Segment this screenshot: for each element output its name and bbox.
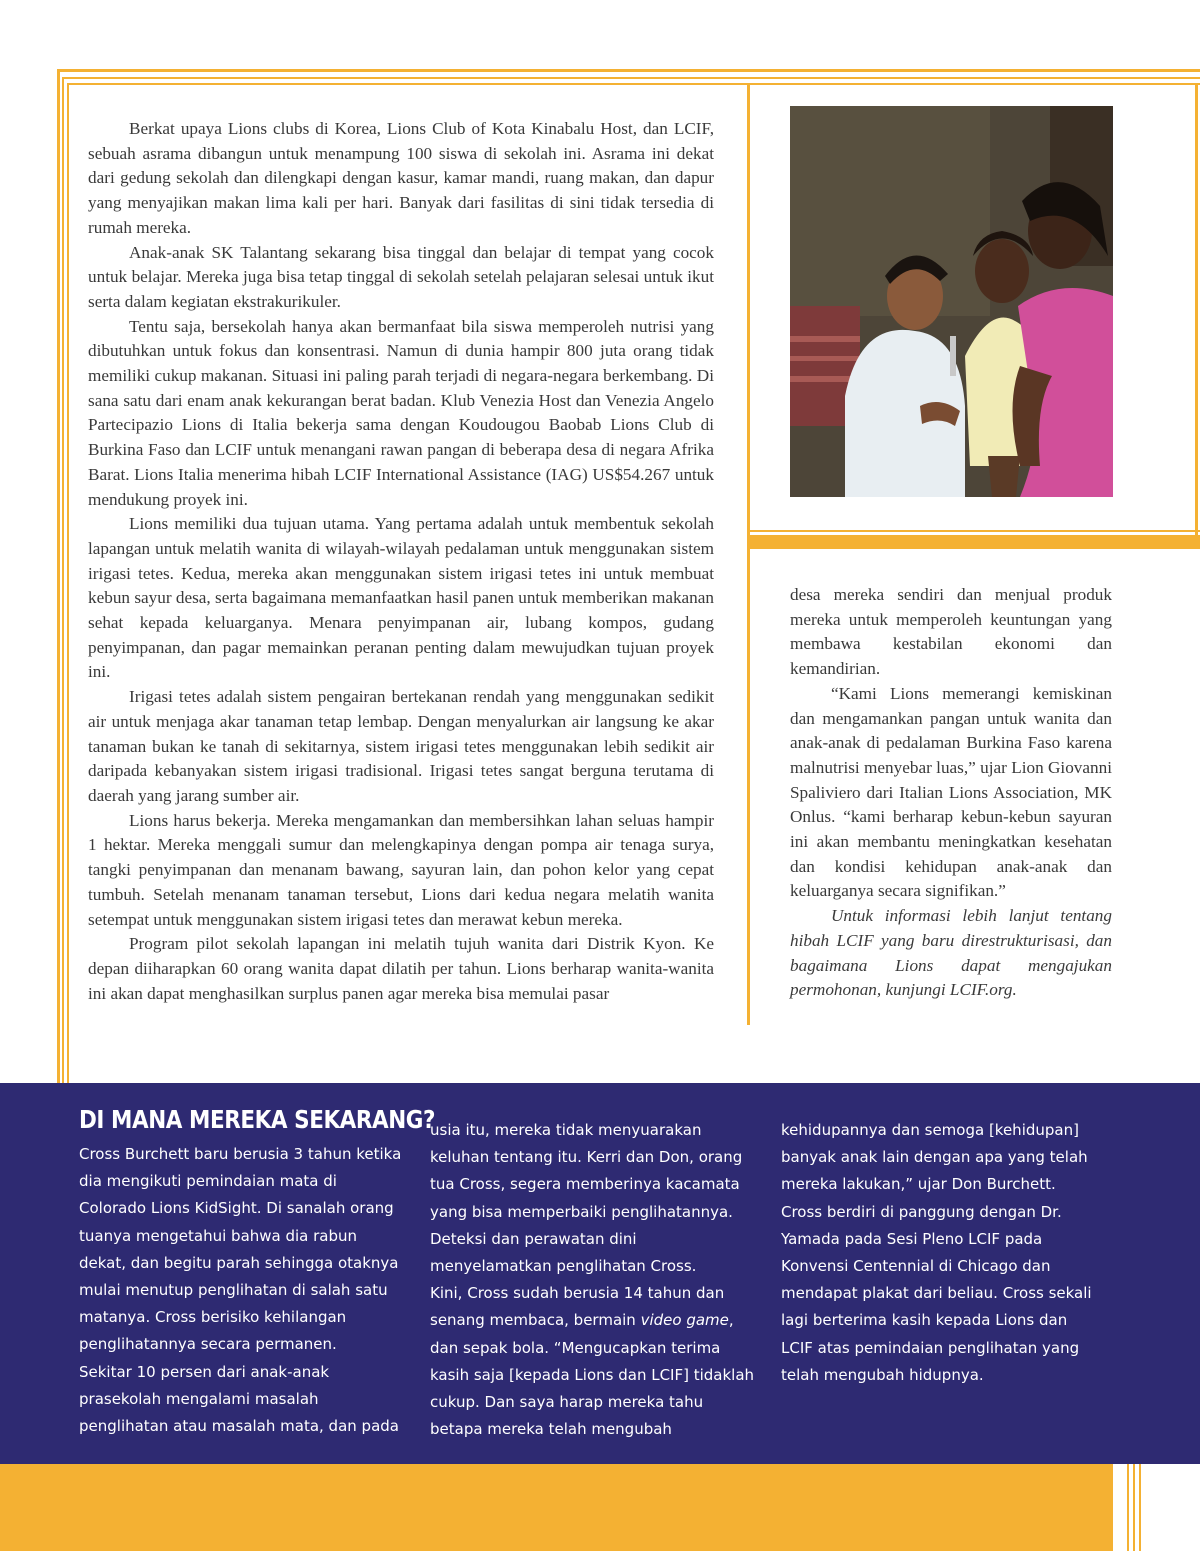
sidebar-text: , dan sepak bola. “Mengucapkan terima kasih saja [kepada Lions dan LCIF] tidaklah cukup. Dan saya harap mereka tahu betapa mereka telah mengubah <box>430 1311 755 1439</box>
sidebar-paragraph: Sekitar 10 persen dari anak-anak prasekolah mengalami masalah penglihatan atau masalah mata, dan pada <box>79 1362 399 1436</box>
sidebar-paragraph: Cross Burchett baru berusia 3 tahun ketika dia mengikuti pemindaian mata di Colorado Lions KidSight. Di sanalah orang tuanya mengetahui bahwa dia rabun dekat, dan begitu parah sehingga otaknya mulai menutup penglihatan di salah satu matanya. Cross berisiko kehilangan penglihatannya secara permanen. <box>79 1145 402 1354</box>
frame-top-line-1 <box>57 69 1200 72</box>
article-paragraph: Lions harus bekerja. Mereka mengamankan dan membersihkan lahan seluas hampir 1 hektar. Mereka menggali sumur dan melengkapinya dengan pompa air tenaga surya, tangki penyimpanan dan menanam bawang, sayuran lain, dan pohon kelor yang cepat tumbuh. Setelah menanam tanaman tersebut, Lions dari kedua negara melatih wanita setempat untuk menggunakan sistem irigasi tetes dan merawat kebun mereka. <box>88 810 714 929</box>
article-paragraph: Berkat upaya Lions clubs di Korea, Lions Club of Kota Kinabalu Host, dan LCIF, sebuah asrama dibangun untuk menampung 100 siswa di sekolah ini. Asrama ini dekat dari gedung sekolah dan dilengkapi dengan kasur, kamar mandi, ruang makan, dan dapur yang menyajikan makan lima kali per hari. Banyak dari fasilitas di sini tidak tersedia di rumah mereka. <box>88 119 714 237</box>
frame-top-line-2 <box>62 77 1200 79</box>
sidebar-paragraph: kehidupannya dan semoga [kehidupan] banyak anak lain dengan apa yang telah mereka lakukan,” ujar Don Burchett. Cross berdiri di panggung dengan Dr. Yamada pada Sesi Pleno LCIF pada Konvensi Centennial di Chicago dan mendapat plakat dari beliau. Cross sekali lagi berterima kasih kepada Lions dan LCIF atas pemindaian penglihatan yang telah mengubah hidupnya. <box>781 1121 1092 1384</box>
column-divider-line <box>747 83 750 1025</box>
article-paragraph: Lions memiliki dua tujuan utama. Yang pertama adalah untuk membentuk sekolah lapangan untuk melatih wanita di wilayah-wilayah pedalaman untuk menggunakan sistem irigasi tetes. Kedua, mereka akan menggunakan sistem irigasi tetes ini untuk membuat kebun sayur desa, serta bagaimana memanfaatkan hasil panen untuk memberikan makanan sehat kepada keluarganya. Menara penyimpanan air, lubang kompos, gudang penyimpanan, dan pagar memainkan peranan penting dalam mewujudkan tujuan proyek ini. <box>88 514 714 682</box>
sidebar-column-2 <box>430 1117 760 1443</box>
article-paragraph: Program pilot sekolah lapangan ini melatih tujuh wanita dari Distrik Kyon. Ke depan diiharapkan 60 orang wanita dapat dilatih per tahun. Lions berharap wanita-wanita ini akan dapat menghasilkan surplus panen agar mereka bisa memulai pasar <box>88 934 714 1003</box>
sidebar-paragraph <box>430 1280 760 1443</box>
frame-top-line-3 <box>67 83 1200 85</box>
frame-left-line-1 <box>57 69 60 1083</box>
right-edge-line-2 <box>1133 1464 1135 1551</box>
photo-panel-bottom-line <box>750 530 1200 532</box>
article-paragraph: desa mereka sendiri dan menjual produk mereka untuk memperoleh keuntungan yang membawa kestabilan ekonomi dan kemandirian. <box>790 585 1112 679</box>
right-edge-line-3 <box>1139 1464 1141 1551</box>
photo-panel-right-edge <box>1195 83 1198 540</box>
sidebar-text: Kini, Cross sudah berusia 14 tahun dan senang membaca, bermain <box>430 1284 725 1330</box>
right-edge-line-1 <box>1127 1464 1129 1551</box>
main-article-column <box>88 117 714 1006</box>
quote-paragraph: “Kami Lions memerangi kemiskinan dan mengamankan pangan untuk wanita dan anak-anak di pedalaman Burkina Faso karena malnutrisi menyebar luas,” ujar Lion Giovanni Spaliviero dari Italian Lions Association, MK Onlus. “kami berharap kebun-kebun sayuran ini akan membantu meningkatkan kesehatan dan kondisi kehidupan anak-anak dan keluarganya secara signifikan.” <box>790 683 1112 901</box>
sidebar-paragraph: usia itu, mereka tidak menyuarakan keluhan tentang itu. Kerri dan Don, orang tua Cross, segera memberinya kacamata yang bisa memperbaiki penglihatannya. Deteksi dan perawatan dini menyelamatkan penglihatan Cross. <box>430 1121 743 1276</box>
article-paragraph: Tentu saja, bersekolah hanya akan bermanfaat bila siswa memperoleh nutrisi yang dibutuhkan untuk fokus dan konsentrasi. Namun di dunia hampir 800 juta orang tidak memiliki cukup makanan. Situasi ini paling parah terjadi di negara-negara berkembang. Di sana satu dari enam anak kekurangan berat badan. Klub Venezia Host dan Venezia Angelo Partecipazio Lions di Italia bekerja sama dengan Koudougou Baobab Lions Club di Burkina Faso dan LCIF untuk menangani rawan pangan di beberapa desa di negara Afrika Barat. Lions Italia menerima hibah LCIF International Assistance (IAG) US$54.267 untuk mendukung proyek ini. <box>88 316 714 509</box>
photo-illustration <box>790 106 1113 497</box>
more-info-paragraph: Untuk informasi lebih lanjut tentang hibah LCIF yang baru direstrukturisasi, dan bagaimana Lions dapat mengajukan permohonan, kunjungi LCIF.org. <box>790 906 1112 1000</box>
right-article-column <box>790 583 1112 1003</box>
article-paragraph: Irigasi tetes adalah sistem pengairan bertekanan rendah yang menggunakan sedikit air untuk menjaga akar tanaman tetap lembap. Dengan menyalurkan air langsung ke akar tanaman bukan ke tanah di sekitarnya, sistem irigasi tetes menggunakan lebih sedikit air daripada kebanyakan sistem irigasi tradisional. Irigasi tetes sangat berguna terutama di daerah yang jarang sumber air. <box>88 687 714 805</box>
article-paragraph: Anak-anak SK Talantang sekarang bisa tinggal dan belajar di tempat yang cocok untuk belajar. Mereka juga bisa tetap tinggal di sekolah setelah pelajaran selesai untuk ikut serta dalam kegiatan ekstrakurikuler. <box>88 242 714 311</box>
bottom-gold-band <box>0 1464 1113 1551</box>
photo-panel-gold-band <box>750 535 1200 549</box>
sidebar-column-1 <box>79 1141 404 1440</box>
frame-left-line-2 <box>62 77 64 1083</box>
sidebar-title: DI MANA MEREKA SEKARANG? <box>79 1105 436 1134</box>
frame-left-line-3 <box>67 83 69 1083</box>
sidebar-column-3 <box>781 1117 1101 1389</box>
sidebar-emphasis: video game <box>640 1311 729 1330</box>
health-check-photo <box>790 106 1113 497</box>
